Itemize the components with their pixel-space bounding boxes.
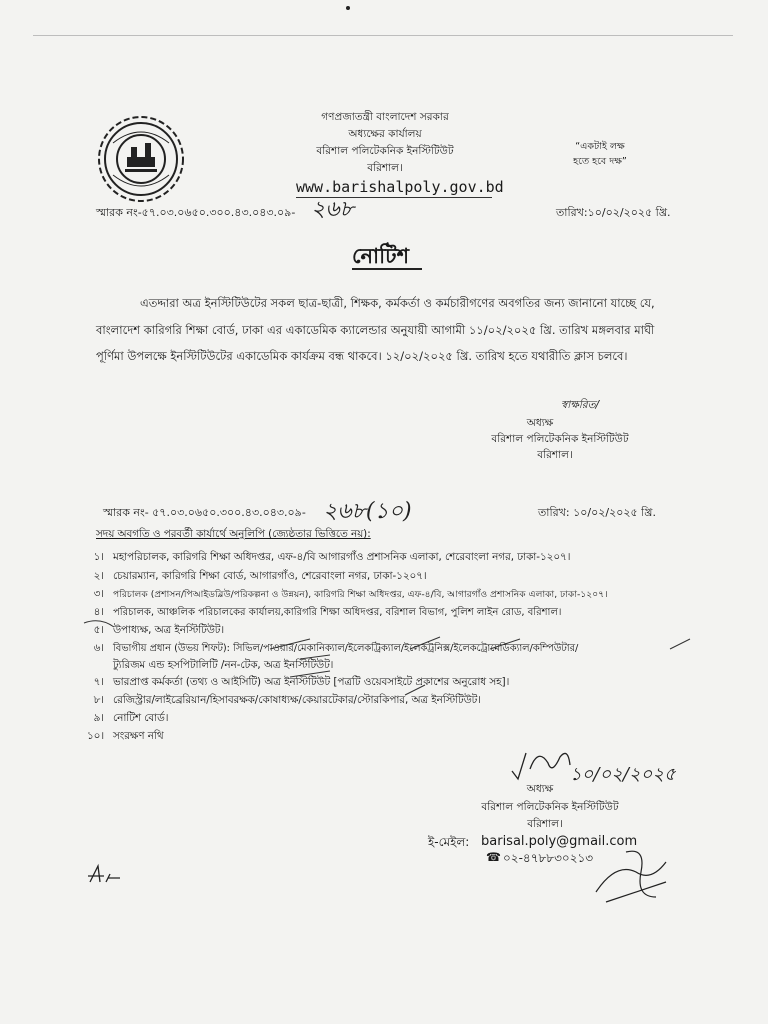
email-label: ই-মেইল: <box>428 835 470 849</box>
office-line: অধ্যক্ষের কার্যালয় <box>348 128 422 140</box>
dist-num: ৫। <box>93 624 104 636</box>
motto-line-2: হতে হবে দক্ষ” <box>573 156 627 167</box>
dist-num: ৪। <box>93 606 104 618</box>
dist-item: চেয়ারম্যান, কারিগরি শিক্ষা বোর্ড, আগারগাঁও, শেরেবাংলা নগর, ঢাকা-১২০৭। <box>113 570 427 582</box>
notice-para-line-2: বাংলাদেশ কারিগরি শিক্ষা বোর্ড, ঢাকা এর একাডেমিক ক্যালেন্ডার অনুযায়ী আগামী ১১/০২/২০২৫ খ্রি. তারিখ মঙ্গলবার মাঘী <box>96 323 655 337</box>
dist-num: ৩। <box>93 588 104 600</box>
dist-item: রেজিস্ট্রার/লাইব্রেরিয়ান/হিসাবরক্ষক/কোষাধ্যক্ষ/কেয়ারটেকার/স্টোরকিপার, অত্র ইনস্টিটিউট। <box>113 694 481 706</box>
page-top-rule <box>33 35 733 36</box>
telephone-icon: ☎ <box>486 850 501 864</box>
signatory2-title: অধ্যক্ষ <box>526 783 554 795</box>
handwritten-date: ১০/০২/২০২৫ <box>570 764 676 785</box>
institute-logo <box>95 113 187 205</box>
signatory-title: অধ্যক্ষ <box>526 417 554 429</box>
memo2-date: তারিখ: ১০/০২/২০২৫ খ্রি. <box>538 506 656 519</box>
notice-title: নোটিশ <box>352 244 410 268</box>
signatory2-city: বরিশাল। <box>527 818 563 830</box>
dist-item: পরিচালক, আঞ্চলিক পরিচালকের কার্যালয়,কারিগরি শিক্ষা অধিদপ্তর, বরিশাল বিভাগ, পুলিশ লাইন রোড, বরিশাল। <box>113 607 562 618</box>
scribbled-signature <box>586 842 676 912</box>
memo-date: তারিখ:১০/০২/২০২৫ খ্রি. <box>556 206 671 219</box>
memo-ref: স্মারক নং-৫৭.০৩.০৬৫০.৩০০.৪৩.০৪৩.০৯- <box>96 206 296 219</box>
dist-num: ৭। <box>93 676 104 688</box>
notice-para-line-3: পূর্ণিমা উপলক্ষে ইনস্টিটিউটের একাডেমিক কার্যক্রম বন্ধ থাকবে। ১২/০২/২০২৫ খ্রি. তারিখ হতে যথারীতি ক্লাস চলবে। <box>96 349 628 363</box>
phone-number: ০২-৪৭৮৮৩০২১৩ <box>503 851 594 865</box>
signatory-institute: বরিশাল পলিটেকনিক ইনস্টিটিউট <box>491 433 629 445</box>
dist-item: বিভাগীয় প্রধান (উভয় শিফট): সিভিল/পাওয়ার/মেকানিক্যাল/ইলেকট্রিক্যাল/ইলেকট্রনিক্স/ইলেকট্রোমেডিক্যাল/কম্পিউটার/ <box>113 643 579 654</box>
distribution-heading: সদয় অবগতি ও পরবর্তী কার্যার্থে অনুলিপি (জ্যেষ্ঠতার ভিত্তিতে নয়): <box>96 528 371 540</box>
dist-item: নোটিশ বোর্ড। <box>113 712 169 724</box>
dist-item-continued: ট্যুরিজম এন্ড হসপিটালিটি /নন-টেক, অত্র ইনস্টিটিউট। <box>113 659 334 671</box>
dist-num: ৮। <box>93 694 104 706</box>
dist-item: পরিচালক (প্রশাসন/পিআইডব্লিউ/পরিকল্পনা ও উন্নয়ন), কারিগরি শিক্ষা অধিদপ্তর, এফ-৪/বি, আগারগাঁও প্রশাসনিক এলাকা, ঢাকা-১২০৭। <box>113 589 608 600</box>
signatory-city: বরিশাল। <box>537 449 573 461</box>
dist-num: ১০। <box>86 730 104 742</box>
signatory2-institute: বরিশাল পলিটেকনিক ইনস্টিটিউট <box>481 801 619 813</box>
handwritten-initials <box>86 862 126 890</box>
dist-item: সংরক্ষণ নথি <box>113 730 164 742</box>
dist-num: ৯। <box>93 712 104 724</box>
email-address[interactable]: barisal.poly@gmail.com <box>481 834 638 849</box>
memo2-ref-handwritten: ২৬৮(১০) <box>323 499 412 524</box>
dist-num: ১। <box>93 551 104 563</box>
city-line: বরিশাল। <box>367 162 403 174</box>
memo-ref-handwritten: ২৬৮ <box>311 197 354 222</box>
institute-line: বরিশাল পলিটেকনিক ইনস্টিটিউট <box>316 145 454 157</box>
notice-para-line-1: এতদ্দারা অত্র ইনস্টিটিউটের সকল ছাত্র-ছাত্রী, শিক্ষক, কর্মকর্তা ও কর্মচারীগণের অবগতির জন্য জানানো যাচ্ছে যে, <box>140 296 655 310</box>
dist-item: মহাপরিচালক, কারিগরি শিক্ষা অধিদপ্তর, এফ-৪/বি আগারগাঁও প্রশাসনিক এলাকা, শেরেবাংলা নগর, ঢাকা-১২০৭। <box>113 551 571 563</box>
pen-strike-marks <box>80 615 700 705</box>
punch-dot <box>346 6 350 10</box>
motto-line-1: “একটাই লক্ষ <box>575 141 625 152</box>
dist-num: ৬। <box>93 642 104 654</box>
memo2-ref: স্মারক নং- ৫৭.০৩.০৬৫০.৩০০.৪৩.০৪৩.০৯- <box>103 506 306 519</box>
website-link[interactable]: www.barishalpoly.gov.bd <box>296 178 504 196</box>
dist-num: ২। <box>93 570 104 582</box>
govt-line: গণপ্রজাতন্ত্রী বাংলাদেশ সরকার <box>321 111 449 123</box>
notice-title-underline <box>352 268 422 270</box>
dist-item: ভারপ্রাপ্ত কর্মকর্তা (তথ্য ও আইসিটি) অত্র ইনস্টিটিউট [পত্রটি ওয়েবসাইটে প্রকাশের অনুরোধ সহ]। <box>113 676 510 688</box>
signed-mark: স্বাক্ষরিত/ <box>560 399 600 411</box>
dist-item: উপাধ্যক্ষ, অত্র ইনস্টিটিউট। <box>113 624 225 636</box>
